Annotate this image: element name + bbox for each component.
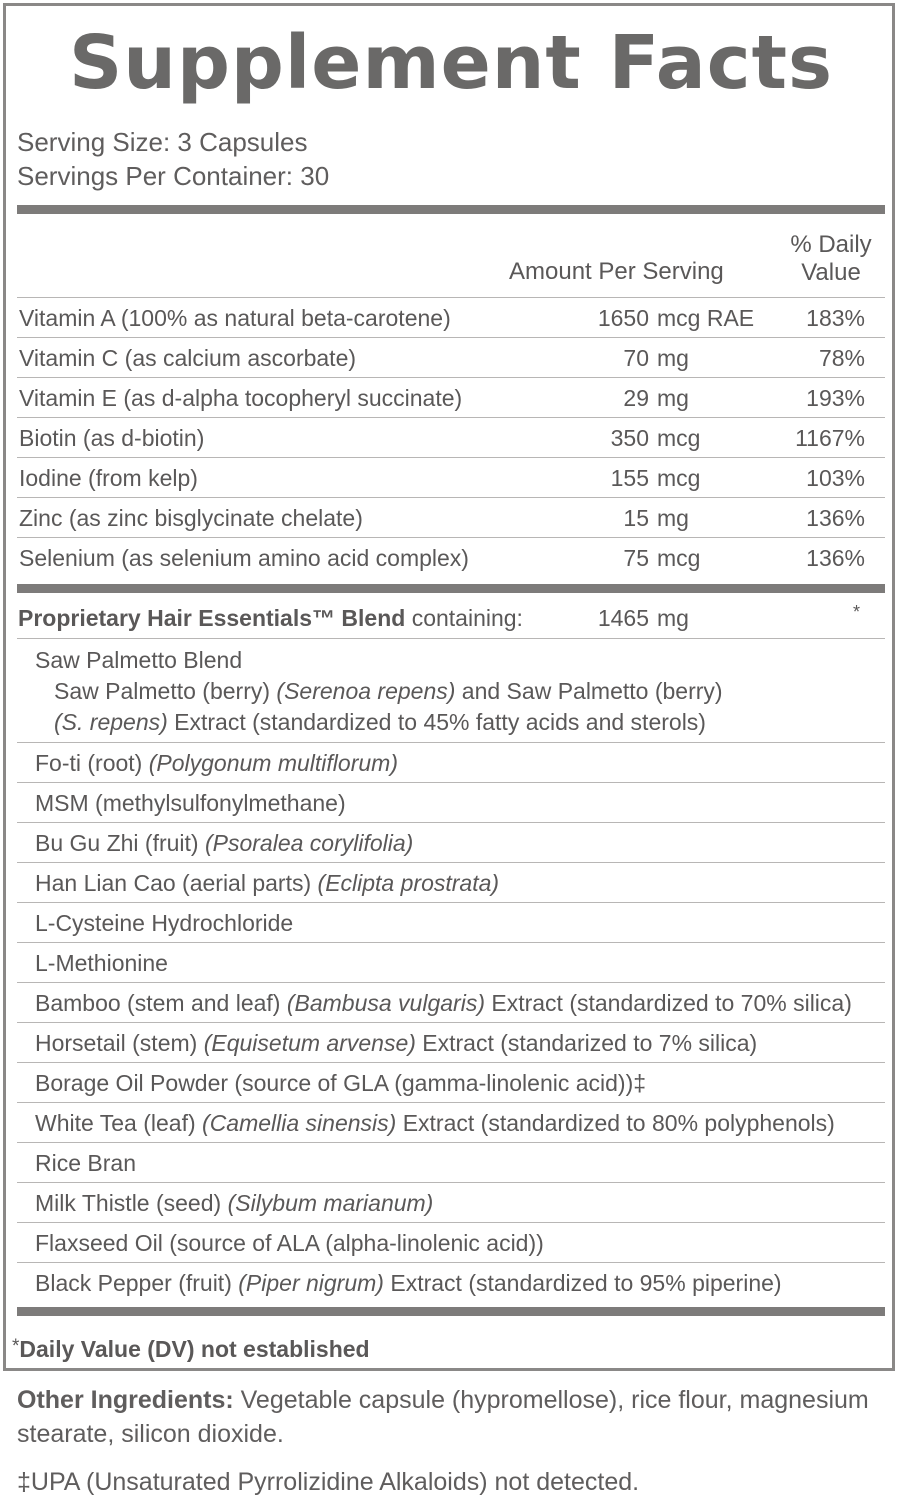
nutrient-row [17, 378, 885, 418]
nutrient-amount: 1650 [597, 305, 649, 331]
blend-unit: mg [657, 605, 689, 631]
ingredient-row [17, 1223, 885, 1263]
ingredient-text: Bamboo (stem and leaf) (Bambusa vulgaris) Extract (standardized to 70% silica) [35, 990, 852, 1016]
ingredient-text: Bu Gu Zhi (fruit) (Psoralea corylifolia) [35, 830, 414, 856]
nutrient-daily-value: 103% [806, 465, 865, 491]
blend-amount: 1465 [597, 605, 649, 631]
nutrient-amount: 15 [623, 505, 649, 531]
panel-title: Supplement Facts [68, 20, 834, 106]
nutrient-daily-value: 136% [806, 545, 865, 571]
ingredient-row [17, 903, 885, 943]
nutrient-name: Vitamin C (as calcium ascorbate) [19, 345, 357, 371]
other-ingredients: Other Ingredients: Vegetable capsule (hypromellose), rice flour, magnesium stearate, silicon dioxide. [17, 1386, 869, 1448]
ingredient-text: Black Pepper (fruit) (Piper nigrum) Extract (standardized to 95% piperine) [35, 1270, 782, 1296]
ingredient-row [17, 1143, 885, 1183]
blend-suffix: containing: [405, 605, 523, 631]
nutrient-row [17, 458, 885, 498]
serving-size: Serving Size: 3 Capsules [17, 127, 308, 157]
ingredient-text: Flaxseed Oil (source of ALA (alpha-linolenic acid)) [35, 1230, 544, 1256]
thick-divider-mid [17, 584, 885, 593]
nutrient-unit: mg [657, 505, 689, 531]
nutrient-daily-value: 136% [806, 505, 865, 531]
ingredient-text: Rice Bran [35, 1150, 136, 1176]
ingredient-text: Borage Oil Powder (source of GLA (gamma-linolenic acid))‡ [35, 1070, 647, 1096]
ingredient-text: MSM (methylsulfonylmethane) [35, 790, 346, 816]
nutrient-daily-value: 183% [806, 305, 865, 331]
proprietary-blend-row [17, 598, 885, 639]
nutrient-daily-value: 78% [818, 345, 865, 371]
ingredient-row [17, 1103, 885, 1143]
dv-not-established-note: *Daily Value (DV) not established [12, 1336, 370, 1362]
ingredient-row [17, 823, 885, 863]
nutrient-amount: 70 [623, 345, 649, 371]
nutrient-amount: 155 [610, 465, 649, 491]
nutrient-unit: mg [657, 345, 689, 371]
nutrient-unit: mcg [657, 545, 701, 571]
daily-value-header-line1: % Daily [790, 231, 872, 258]
nutrient-amount: 350 [610, 425, 649, 451]
ingredient-text: Horsetail (stem) (Equisetum arvense) Extract (standarized to 7% silica) [35, 1030, 758, 1056]
nutrient-row [17, 338, 885, 378]
saw-palmetto-line2: (S. repens) Extract (standardized to 45% fatty acids and sterols) [54, 709, 706, 735]
nutrient-unit: mcg [657, 425, 701, 451]
ingredient-text: L-Cysteine Hydrochloride [35, 910, 294, 936]
ingredient-row [17, 1263, 885, 1303]
nutrient-name: Zinc (as zinc bisglycinate chelate) [19, 505, 363, 531]
amount-per-serving-header: Amount Per Serving [509, 258, 724, 285]
ingredient-text: White Tea (leaf) (Camellia sinensis) Extract (standardized to 80% polyphenols) [35, 1110, 835, 1136]
thick-divider-bottom [17, 1307, 885, 1316]
blend-name: Proprietary Hair Essentials™ Blend [18, 605, 406, 631]
ingredient-row [17, 943, 885, 983]
saw-palmetto-title: Saw Palmetto Blend [35, 647, 243, 673]
saw-palmetto-blend-row [17, 639, 885, 743]
ingredient-row [17, 783, 885, 823]
nutrient-daily-value: 193% [806, 385, 865, 411]
nutrient-amount: 29 [623, 385, 649, 411]
nutrient-row [17, 418, 885, 458]
nutrient-name: Vitamin A (100% as natural beta-carotene) [19, 305, 451, 331]
nutrient-unit: mcg [657, 465, 701, 491]
ingredient-text: Milk Thistle (seed) (Silybum marianum) [35, 1190, 434, 1216]
ingredient-row [17, 863, 885, 903]
ingredient-row [17, 1063, 885, 1103]
nutrient-daily-value: 1167% [795, 425, 865, 451]
nutrient-unit: mcg RAE [657, 305, 755, 331]
saw-palmetto-line1: Saw Palmetto (berry) (Serenoa repens) and Saw Palmetto (berry) [54, 678, 723, 704]
ingredient-text: Han Lian Cao (aerial parts) (Eclipta prostrata) [35, 870, 500, 896]
nutrient-name: Vitamin E (as d-alpha tocopheryl succinate) [19, 385, 463, 411]
servings-per-container: Servings Per Container: 30 [17, 161, 330, 191]
nutrient-name: Iodine (from kelp) [19, 465, 198, 491]
ingredient-row [17, 743, 885, 783]
ingredient-text: Fo-ti (root) (Polygonum multiflorum) [35, 750, 398, 776]
ingredient-row [17, 1183, 885, 1223]
nutrient-row [17, 538, 885, 578]
nutrient-unit: mg [657, 385, 689, 411]
blend-dv: * [853, 602, 861, 622]
nutrient-amount: 75 [623, 545, 649, 571]
nutrient-name: Biotin (as d-biotin) [19, 425, 205, 451]
ingredient-row [17, 1023, 885, 1063]
daily-value-header-line2: Value [801, 259, 861, 286]
upa-note: ‡UPA (Unsaturated Pyrrolizidine Alkaloids) not detected. [17, 1468, 640, 1496]
thick-divider-top [17, 205, 885, 214]
nutrient-row [17, 298, 885, 338]
ingredient-row [17, 983, 885, 1023]
nutrient-row [17, 498, 885, 538]
ingredient-text: L-Methionine [35, 950, 168, 976]
nutrient-name: Selenium (as selenium amino acid complex) [19, 545, 469, 571]
